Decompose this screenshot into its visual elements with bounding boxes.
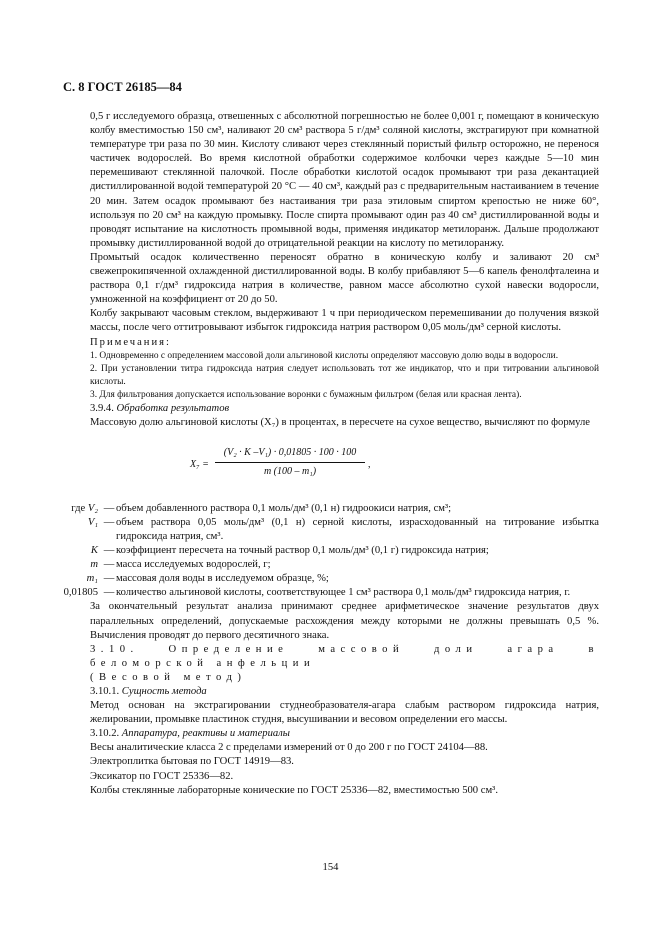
legend-row: где V₂ — объем добавленного раствора 0,1 моль/дм³ (0,1 н) гидроокиси натрия, см³;: [62, 502, 599, 516]
legend-text: массовая доля воды в исследуемом образце, %;: [116, 573, 329, 585]
formula-comma: ,: [368, 458, 371, 470]
legend-text: масса исследуемых водорослей, г;: [116, 559, 271, 571]
section-number: 3.10.1.: [90, 686, 120, 697]
section-3-10-1: [90, 685, 599, 699]
legend-symbol: m₁: [86, 573, 98, 585]
notes-title: Примечания:: [90, 336, 171, 348]
formula-legend: [62, 502, 599, 601]
page-number: 154: [322, 862, 339, 873]
legend-row: 0,01805 — количество альгиновой кислоты, соответствующее 1 см³ раствора 0,1 моль/дм³ гидроксида натрия, г.: [62, 586, 599, 600]
formula-numerator: (V₂ · K –V₁) · 0,01805 · 100 · 100: [215, 446, 365, 463]
paragraph-transfer: Промытый осадок количественно переносят обратно в коническую колбу и заливают 20 см³ свежепрокипяченной охлажденной дистиллированной воды. В колбу прибавляют 5—6 капель фенолфталеина и раствора 0,1 г/дм³ гидроксида натрия в количестве, равном массе абсолютно сухой навески водоросли, умноженной на коэффициент от 20 до 50.: [90, 251, 599, 306]
equipment-item: Электроплитка бытовая по ГОСТ 14919—83.: [90, 756, 294, 768]
legend-symbol: K: [90, 545, 98, 557]
formula-fraction: [215, 446, 365, 479]
paragraph-final-result: За окончательный результат анализа принимают среднее арифметическое значение результатов двух параллельных определений, допускаемые расхождения между которыми не должны превышать 0,5 %. Вычисления проводят до первого десятичного знака.: [90, 601, 599, 641]
equipment-item: Весы аналитические класса 2 с пределами измерений от 0 до 200 г по ГОСТ 24104—88.: [90, 742, 488, 754]
legend-symbol: m: [90, 559, 98, 571]
section-3-10-2: [90, 727, 599, 741]
formula: [90, 444, 599, 490]
paragraph-formula-intro: Массовую долю альгиновой кислоты (X₇) в процентах, в пересчете на сухое вещество, вычисляют по формуле: [90, 416, 590, 428]
note-2: 2. При установлении титра гидроксида натрия следует использовать тот же индикатор, что и при титровании альгиновой кислоты.: [90, 363, 599, 387]
section-3-9-4: [90, 402, 599, 416]
legend-row: K — коэффициент пересчета на точный раствор 0,1 моль/дм³ (0,1 г) гидроксида натрия;: [62, 544, 599, 558]
legend-row: V₁ — объем раствора 0,05 моль/дм³ (0,1 н) серной кислоты, израсходованный на титрование избытка гидроксида натрия, см³.: [62, 516, 599, 544]
section-title: Сущность метода: [121, 686, 207, 697]
section-number: 3.9.4.: [90, 402, 114, 414]
equipment-item: Колбы стеклянные лабораторные конические по ГОСТ 25336—82, вместимостью 500 см³.: [90, 784, 498, 796]
document-body: [63, 110, 599, 798]
section-title: Обработка результатов: [116, 402, 230, 414]
section-3-10-method: (Весовой метод): [90, 671, 247, 683]
legend-text: объем добавленного раствора 0,1 моль/дм³ (0,1 н) гидроокиси натрия, см³;: [116, 502, 452, 514]
formula-lhs: X₇ =: [190, 458, 209, 470]
section-3-10-title: 3.10. Определение массовой доли агара в беломорской анфельции: [90, 643, 599, 669]
legend-text: количество альгиновой кислоты, соответствующее 1 см³ раствора 0,1 моль/дм³ гидроксида натрия, г.: [116, 587, 571, 599]
section-number: 3.10.2.: [90, 728, 120, 740]
legend-text: коэффициент пересчета на точный раствор 0,1 моль/дм³ (0,1 г) гидроксида натрия;: [116, 545, 489, 557]
note-3: 3. Для фильтрования допускается использование воронки с бумажным фильтром (белая или красная лента).: [90, 389, 522, 400]
equipment-item: Эксикатор по ГОСТ 25336—82.: [90, 770, 234, 782]
legend-row: m₁ — массовая доля воды в исследуемом образце, %;: [62, 572, 599, 586]
formula-denominator: m (100 – m₁): [263, 465, 317, 477]
paragraph-sample-prep: 0,5 г исследуемого образца, отвешенных с абсолютной погрешностью не более 0,001 г, помещают в коническую колбу вместимостью 150 см³, наливают 20 см³ раствора 5 г/дм³ соляной кислоты, экстрагируют при комнатной температуре три раза по 30 мин. Кислоту сливают через стеклянный пористый фильтр осторожно, не перенося частичек водорослей. Во время кислотной обработки содержимое колбочки через каждые 5—10 мин перемешивают стеклянной палочкой. После обработки кислотой осадок промывают три раза декантацией дистиллированной водой температурой 20 °С — 40 см³, каждый раз с предварительным настаиванием в течение 20 мин. Затем осадок промывают без настаивания три раза этиловым спиртом крепостью не ниже 60°, используя по 20 см³ на каждую промывку. После спирта промывают один раз 40 см³ дистиллированной воды и проводят испытание на кислотность промывной воды, применяя индикатор метилоранж. Дальше продолжают промывку дистиллированной водой до отрицательной реакции на кислоту по метилоранжу.: [90, 111, 599, 249]
legend-text: объем раствора 0,05 моль/дм³ (0,1 н) серной кислоты, израсходованный на титрование избытка гидроксида натрия, см³.: [116, 516, 599, 542]
legend-row: m — масса исследуемых водорослей, г;: [62, 558, 599, 572]
legend-where: где V₂: [71, 502, 98, 514]
section-title: Аппаратура, реактивы и материалы: [121, 728, 290, 740]
paragraph-method: Метод основан на экстрагировании студнеобразователя-агара слабым раствором гидроксида натрия, желировании, промывке пластинок студня, высушивании и весовом определении его массы.: [90, 700, 599, 726]
paragraph-titration: Колбу закрывают часовым стеклом, выдерживают 1 ч при периодическом перемешивании до получения вязкой массы, после чего оттитровывают избыток гидроксида натрия раствором 0,05 моль/дм³ серной кислоты.: [90, 308, 599, 334]
page-header: С. 8 ГОСТ 26185—84: [63, 80, 182, 94]
legend-symbol: V₁: [87, 516, 98, 528]
note-1: 1. Одновременно с определением массовой доли альгиновой кислоты определяют массовую долю воды в водоросли.: [90, 350, 559, 361]
legend-symbol: 0,01805: [63, 587, 98, 599]
